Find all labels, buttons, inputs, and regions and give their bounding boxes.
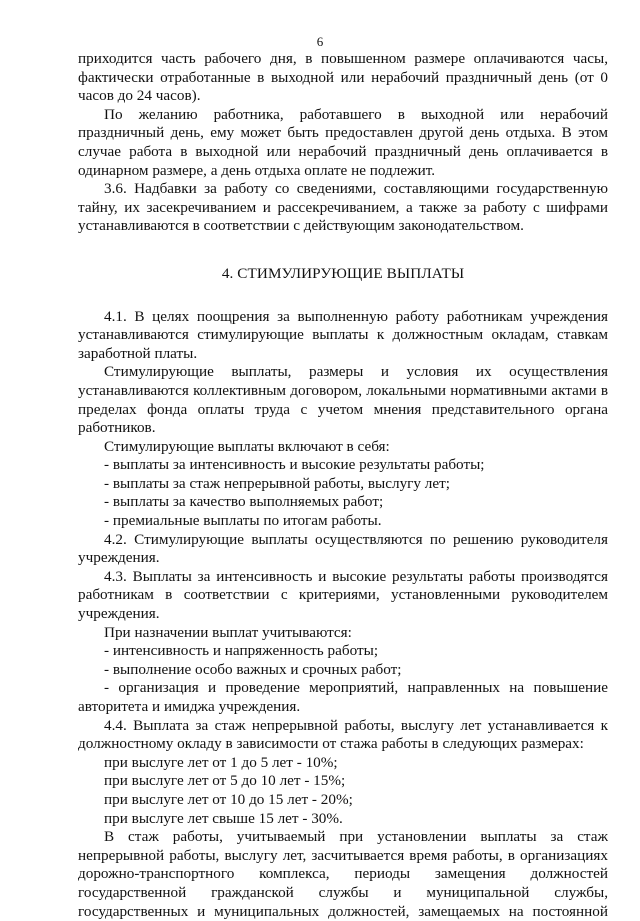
list-item: - выплаты за стаж непрерывной работы, выслугу лет; (104, 474, 450, 492)
list-item: - выполнение особо важных и срочных работ; (104, 660, 402, 678)
list-item: - интенсивность и напряженность работы; (104, 642, 379, 660)
paragraph: Стимулирующие выплаты, размеры и условия их осуществления устанавливаются коллективным договором, локальными нормативными актами в пределах фонда оплаты труда с учетом мнения представительного органа работников. (78, 363, 608, 437)
rate-item: при выслуге лет от 10 до 15 лет - 20%; (104, 790, 353, 808)
paragraph: 4.1. В целях поощрения за выполненную работу работникам учреждения устанавливаются стимулирующие выплаты к должностным окладам, ставкам заработной платы. (78, 307, 608, 362)
rate-item: при выслуге лет от 1 до 5 лет - 10%; (104, 753, 338, 771)
list-intro: При назначении выплат учитываются: (104, 623, 352, 641)
paragraph: 4.3. Выплаты за интенсивность и высокие результаты работы производятся работникам в соответствии с критериями, установленными руководителем учреждения. (78, 567, 608, 623)
rate-item: при выслуге лет свыше 15 лет - 30%. (104, 809, 343, 827)
section-title: 4. СТИМУЛИРУЮЩИЕ ВЫПЛАТЫ (221, 264, 465, 282)
paragraph: По желанию работника, работавшего в выходной или нерабочий праздничный день, ему может быть предоставлен другой день отдыха. В этом случае работа в выходной или нерабочий праздничный день оплачивается в одинарном размере, а день отдыха оплате не подлежит. (78, 105, 608, 179)
page-number: 6 (316, 34, 324, 49)
paragraph: В стаж работы, учитываемый при установлении выплаты за стаж непрерывной работы, выслугу лет, засчитывается время работы, в организациях дорожно-транспортного комплекса, периоды замещения должностей государственной гражданской службы и муниципальной службы, государственных и муниципальных должностей, замещаемых на постоянной (78, 828, 608, 920)
list-item: - организация и проведение мероприятий, направленных на повышение авторитета и имиджа учреждения. (78, 679, 608, 715)
paragraph: 4.4. Выплата за стаж непрерывной работы, выслугу лет устанавливается к должностному окладу в зависимости от стажа работы в следующих размерах: (78, 716, 608, 753)
paragraph: 3.6. Надбавки за работу со сведениями, составляющими государственную тайну, их засекречиванием и рассекречиванием, а также за работу с шифрами устанавливаются в соответствии с действующим законодательством. (78, 180, 608, 235)
rate-item: при выслуге лет от 5 до 10 лет - 15%; (104, 772, 346, 790)
paragraph: приходится часть рабочего дня, в повышенном размере оплачиваются часы, фактически отработанные в выходной или нерабочий праздничный день (от 0 часов до 24 часов). (78, 50, 608, 105)
document-body (78, 50, 608, 921)
paragraph: 4.2. Стимулирующие выплаты осуществляются по решению руководителя учреждения. (78, 530, 608, 567)
list-intro: Стимулирующие выплаты включают в себя: (104, 437, 390, 455)
list-item: - выплаты за интенсивность и высокие результаты работы; (104, 456, 485, 474)
list-item: - выплаты за качество выполняемых работ; (104, 493, 384, 511)
list-item: - премиальные выплаты по итогам работы. (104, 512, 382, 530)
